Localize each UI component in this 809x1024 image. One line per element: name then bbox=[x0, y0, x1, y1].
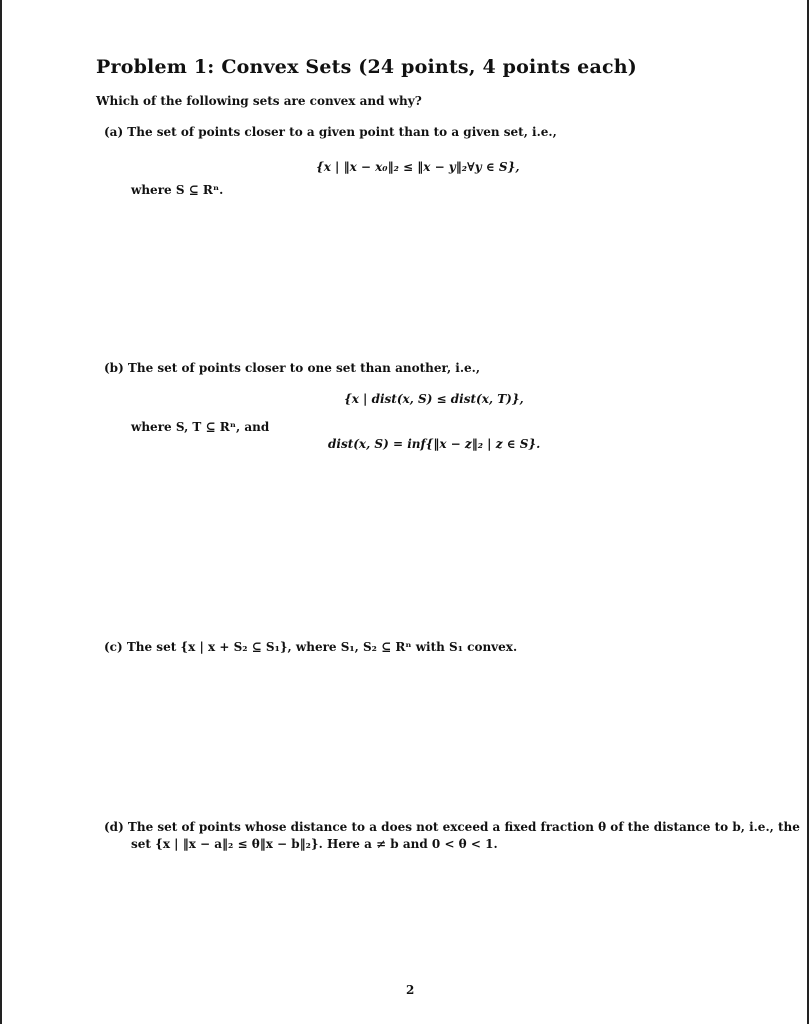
part-d-text-line1: (d) The set of points whose distance to a does not exceed a fixed fraction θ of the distance to b, i.e., the bbox=[104, 820, 800, 834]
part-b-dist-definition: dist(x, S) = inf{‖x − z‖₂ | z ∈ S}. bbox=[328, 437, 541, 451]
page-number: 2 bbox=[406, 983, 415, 997]
problem-title: Problem 1: Convex Sets (24 points, 4 points each) bbox=[96, 56, 637, 78]
part-c-text: (c) The set {x | x + S₂ ⊆ S₁}, where S₁, S₂ ⊆ Rⁿ with S₁ convex. bbox=[104, 640, 518, 654]
part-b-formula: {x | dist(x, S) ≤ dist(x, T)}, bbox=[344, 392, 524, 406]
part-d-text-line2: set {x | ‖x − a‖₂ ≤ θ‖x − b‖₂}. Here a ≠ b and 0 < θ < 1. bbox=[131, 837, 498, 851]
part-b-where: where S, T ⊆ Rⁿ, and bbox=[131, 420, 270, 434]
page-border-left bbox=[0, 0, 2, 1024]
part-a-text: (a) The set of points closer to a given point than to a given set, i.e., bbox=[104, 125, 557, 139]
part-a-where: where S ⊆ Rⁿ. bbox=[131, 183, 224, 197]
problem-intro: Which of the following sets are convex and why? bbox=[96, 94, 422, 108]
part-a-formula: {x | ‖x − x₀‖₂ ≤ ‖x − y‖₂∀y ∈ S}, bbox=[316, 160, 520, 174]
part-b-text: (b) The set of points closer to one set than another, i.e., bbox=[104, 361, 481, 375]
